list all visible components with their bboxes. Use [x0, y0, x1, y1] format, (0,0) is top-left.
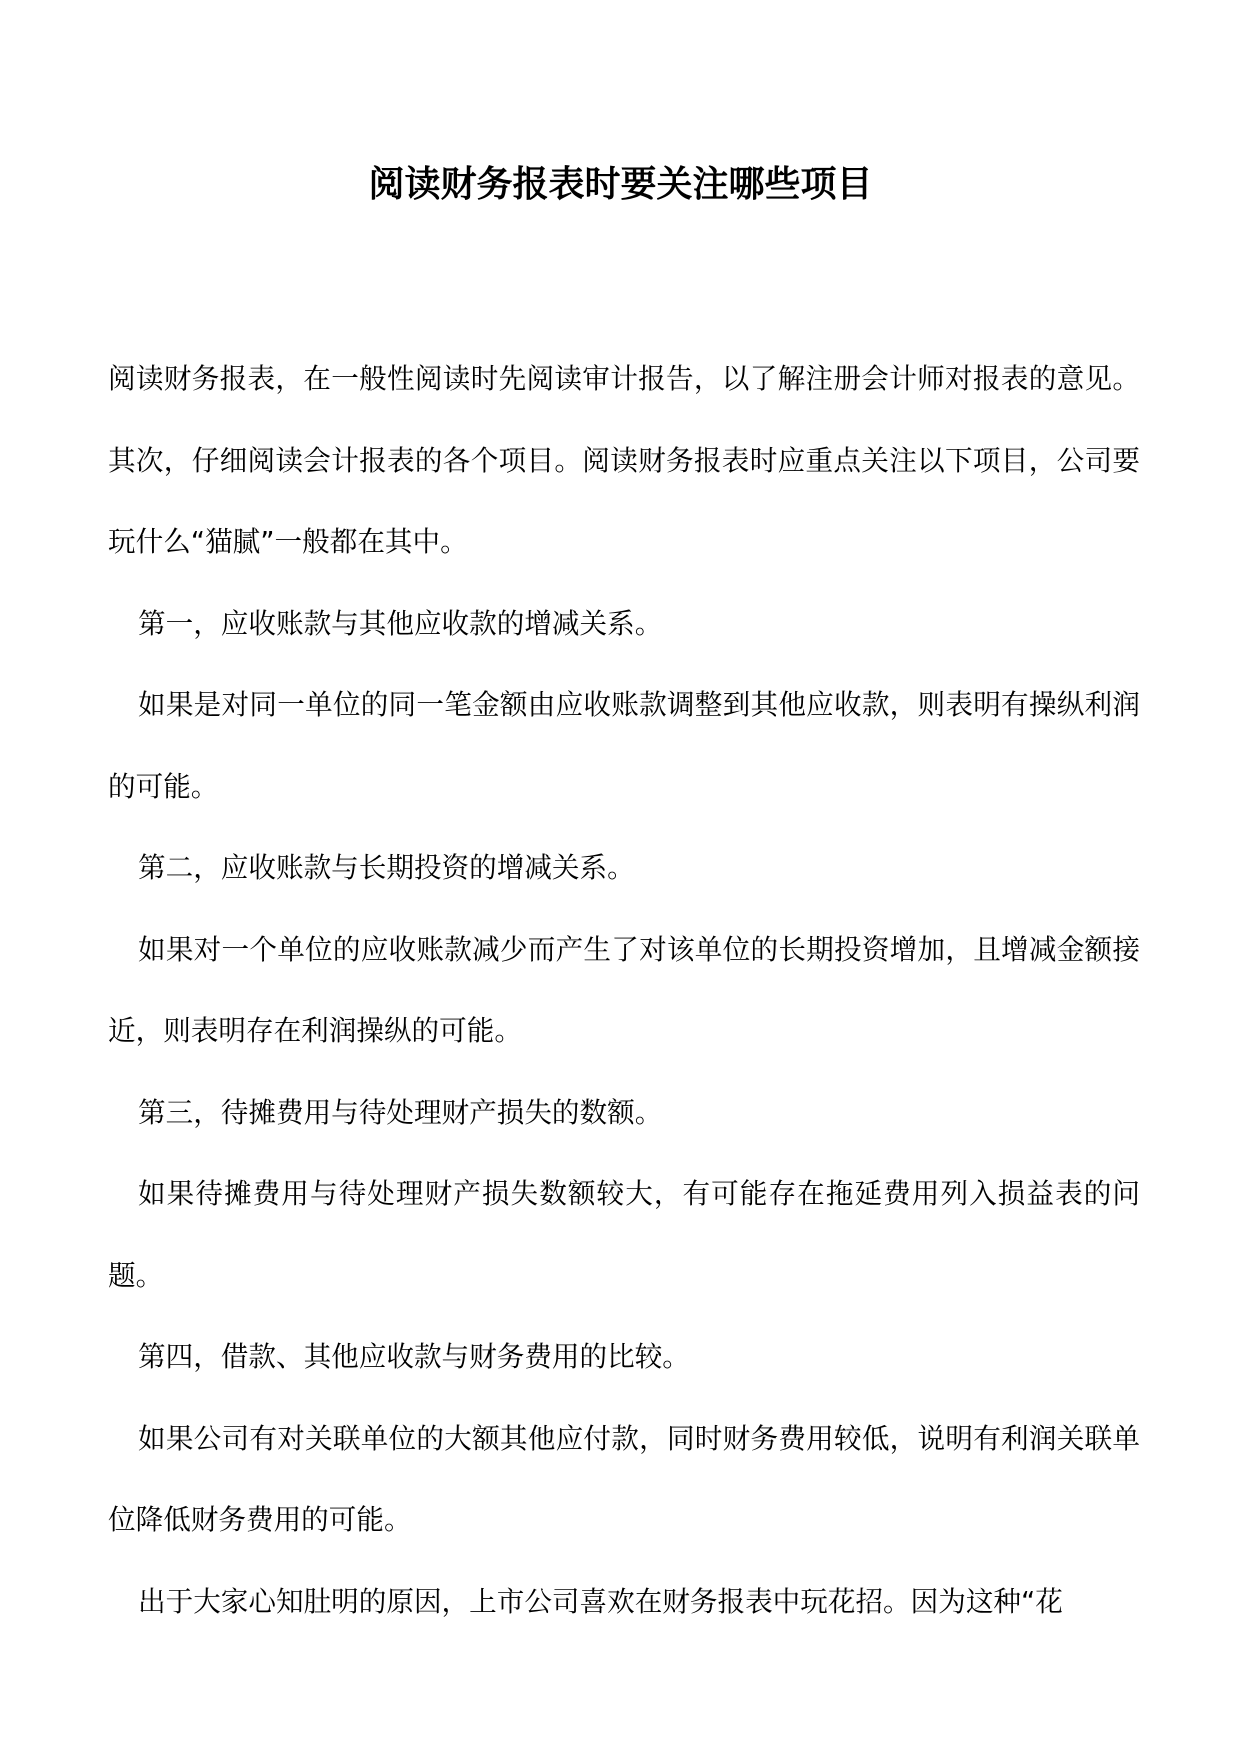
paragraph: 出于大家心知肚明的原因，上市公司喜欢在财务报表中玩花招。因为这种“花: [138, 1584, 1063, 1618]
paragraph: 如果待摊费用与待处理财产损失数额较大，有可能存在拖延费用列入损益表的问题。: [108, 1177, 1140, 1292]
document-body: [108, 338, 1140, 1642]
document-title: 阅读财务报表时要关注哪些项目: [368, 163, 873, 205]
paragraph: 如果公司有对关联单位的大额其他应付款，同时财务费用较低，说明有利润关联单位降低财务费用的可能。: [108, 1421, 1140, 1536]
section-heading: 第三，待摊费用与待处理财产损失的数额。: [138, 1095, 663, 1129]
paragraph: 阅读财务报表，在一般性阅读时先阅读审计报告，以了解注册会计师对报表的意见。其次，仔细阅读会计报表的各个项目。阅读财务报表时应重点关注以下项目，公司要玩什么“猫腻”一般都在其中。: [108, 362, 1140, 558]
section-heading: 第二，应收账款与长期投资的增减关系。: [138, 851, 635, 884]
section-heading: 第四，借款、其他应收款与财务费用的比较。: [138, 1340, 690, 1373]
paragraph: 如果是对同一单位的同一笔金额由应收账款调整到其他应收款，则表明有操纵利润的可能。: [108, 688, 1140, 803]
paragraph: 如果对一个单位的应收账款减少而产生了对该单位的长期投资增加，且增减金额接近，则表明存在利润操纵的可能。: [108, 932, 1140, 1047]
section-heading: 第一，应收账款与其他应收款的增减关系。: [138, 606, 663, 640]
